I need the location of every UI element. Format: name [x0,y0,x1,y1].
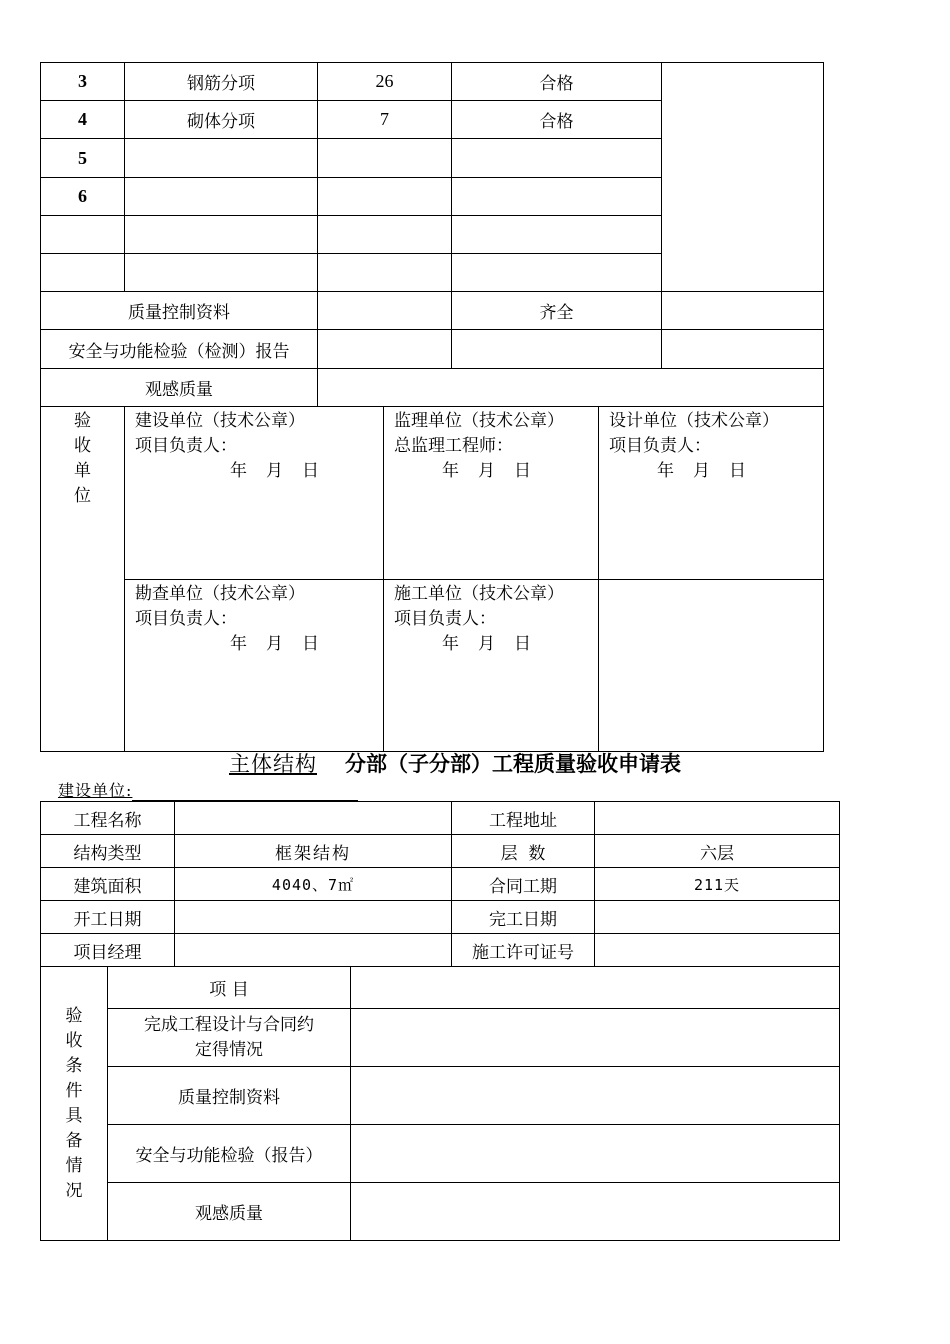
item-header-value [351,967,840,1009]
construction-unit-person: 项目负责人： [135,436,237,456]
form-title [205,748,825,778]
contractor-unit-cell [384,580,599,752]
survey-unit-date: 年 月 日 [230,634,320,654]
design-unit-person: 项目负责人： [609,436,711,456]
contractor-unit-title: 施工单位（技术公章） [394,584,564,604]
appearance-quality-label: 观感质量 [41,369,318,407]
safety-report-label: 安全与功能检验（检测）报告 [41,330,318,369]
client-unit-label: 建设单位: [58,781,133,800]
label-char: 具 [65,1105,83,1126]
result-cell [452,139,662,178]
quality-control-count [318,292,452,330]
permit-number-label: 施工许可证号 [452,934,595,967]
design-contract-value [351,1009,840,1067]
sub-item-name: 钢筋分项 [125,63,318,101]
design-contract-label-line1: 完成工程设计与合同约 [144,1014,314,1035]
design-contract-label-line2: 定得情况 [195,1039,263,1060]
construction-unit-date: 年 月 日 [230,461,320,481]
sub-item-name [125,254,318,292]
label-char: 况 [65,1180,83,1201]
quality-docs-value [351,1067,840,1125]
structure-type-value: 框架结构 [175,835,452,868]
building-area-value: 4040、7㎡ [175,868,452,901]
project-address-value [595,802,840,835]
supervision-unit-date: 年 月 日 [442,461,532,481]
inspection-count [318,178,452,216]
contract-period-label: 合同工期 [452,868,595,901]
construction-unit-cell [125,407,384,580]
form-title-main: 分部（子分部）工程质量验收申请表 [345,751,681,776]
client-unit-blank [132,782,358,801]
safety-report-label: 安全与功能检验（报告） [108,1125,351,1183]
safety-report-count [318,330,452,369]
safety-report-value [452,330,662,369]
label-char: 验 [65,1005,83,1026]
appearance-quality-value [318,369,824,407]
quality-control-remarks [662,292,824,330]
end-date-label: 完工日期 [452,901,595,934]
floors-value: 六层 [595,835,840,868]
label-char: 收 [74,436,91,456]
project-info-table [40,801,840,967]
safety-report-value [351,1125,840,1183]
design-unit-title: 设计单位（技术公章） [609,411,779,431]
permit-number-value [595,934,840,967]
project-manager-value [175,934,452,967]
row-number: 3 [41,63,125,101]
start-date-label: 开工日期 [41,901,175,934]
acceptance-units-table [40,406,824,752]
inspection-count [318,139,452,178]
label-char: 收 [65,1030,83,1051]
sub-item-name [125,139,318,178]
form-title-subject: 主体结构 [229,752,317,776]
project-name-label: 工程名称 [41,802,175,835]
sub-item-name: 砌体分项 [125,101,318,139]
inspection-count: 7 [318,101,452,139]
project-address-label: 工程地址 [452,802,595,835]
label-char: 验 [74,411,91,431]
result-cell: 合格 [452,63,662,101]
end-date-value [595,901,840,934]
project-name-value [175,802,452,835]
inspection-count [318,216,452,254]
acceptance-conditions-label [41,967,108,1241]
construction-unit-title: 建设单位（技术公章） [135,411,305,431]
survey-unit-person: 项目负责人： [135,609,237,629]
sub-item-name [125,216,318,254]
label-char: 件 [65,1080,83,1101]
label-char: 条 [65,1055,83,1076]
supervision-unit-cell [384,407,599,580]
label-char: 情 [65,1155,83,1176]
design-unit-date: 年 月 日 [657,461,747,481]
empty-unit-cell [599,580,824,752]
row-number [41,254,125,292]
acceptance-conditions-table [40,966,840,1241]
project-manager-label: 项目经理 [41,934,175,967]
supervision-unit-person: 总监理工程师： [394,436,513,456]
quality-docs-label: 质量控制资料 [108,1067,351,1125]
client-unit-line [58,778,358,801]
row-number [41,216,125,254]
result-cell [452,178,662,216]
inspection-count: 26 [318,63,452,101]
acceptance-units-label [41,407,125,752]
start-date-value [175,901,452,934]
contractor-unit-date: 年 月 日 [442,634,532,654]
item-header: 项 目 [108,967,351,1009]
result-cell: 合格 [452,101,662,139]
appearance-value [351,1183,840,1241]
row-number: 6 [41,178,125,216]
survey-unit-title: 勘查单位（技术公章） [135,584,305,604]
quality-control-value: 齐全 [452,292,662,330]
safety-report-remarks [662,330,824,369]
label-char: 位 [74,486,91,506]
label-char: 单 [74,461,91,481]
appearance-label: 观感质量 [108,1183,351,1241]
result-cell [452,216,662,254]
sub-item-name [125,178,318,216]
design-unit-cell [599,407,824,580]
result-cell [452,254,662,292]
label-char: 备 [65,1130,83,1151]
structure-type-label: 结构类型 [41,835,175,868]
contractor-unit-person: 项目负责人： [394,609,496,629]
quality-control-label: 质量控制资料 [41,292,318,330]
supervision-unit-title: 监理单位（技术公章） [394,411,564,431]
row-number: 5 [41,139,125,178]
contract-period-value: 211天 [595,868,840,901]
inspection-count [318,254,452,292]
floors-label: 层 数 [452,835,595,868]
building-area-label: 建筑面积 [41,868,175,901]
remarks-cell [662,63,824,292]
sub-item-summary-table [40,62,824,407]
row-number: 4 [41,101,125,139]
survey-unit-cell [125,580,384,752]
design-contract-label [108,1009,351,1067]
